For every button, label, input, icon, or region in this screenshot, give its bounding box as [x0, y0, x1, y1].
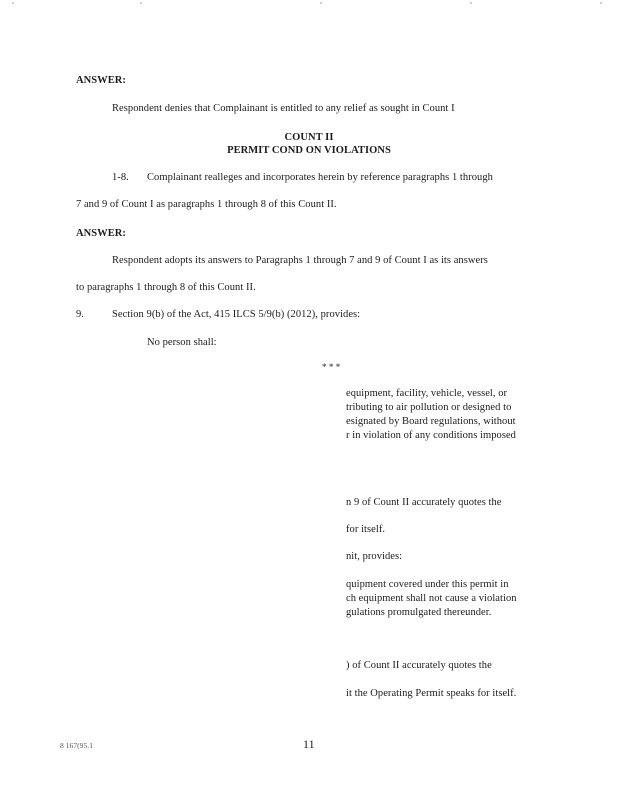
permit-fragment-4: gulations promulgated thereunder.: [346, 607, 492, 618]
answer-fragment-3: ) of Count II accurately quotes the: [346, 660, 492, 671]
answer-heading-1: ANSWER:: [76, 75, 126, 86]
answer-text-1: Respondent denies that Complainant is entitled to any relief as sought in Count I: [112, 103, 455, 114]
paragraph-1-8-line1: Complainant realleges and incorporates herein by reference paragraphs 1 through: [147, 172, 493, 183]
answer-fragment-2: for itself.: [346, 524, 386, 535]
quote-fragment-line3: esignated by Board regulations, without: [346, 416, 516, 427]
permit-fragment-1: nit, provides:: [346, 551, 403, 562]
count-heading: COUNT II: [284, 132, 334, 143]
footer-document-id: 8 167(95.1: [60, 741, 93, 750]
answer-text-2-line1: Respondent adopts its answers to Paragraphs 1 through 7 and 9 of Count I as its answers: [112, 255, 488, 266]
count-subheading: PERMIT COND ON VIOLATIONS: [227, 145, 391, 156]
answer-text-2-line2: to paragraphs 1 through 8 of this Count II.: [76, 282, 256, 293]
paragraph-1-8-line2: 7 and 9 of Count I as paragraphs 1 through 8 of this Count II.: [76, 199, 337, 210]
quote-fragment-line2: tributing to air pollution or designed to: [346, 402, 512, 413]
answer-heading-2: ANSWER:: [76, 228, 126, 239]
quote-intro: No person shall:: [147, 337, 217, 348]
quote-ellipsis: * * *: [322, 362, 341, 372]
permit-fragment-3: ch equipment shall not cause a violation: [346, 593, 517, 604]
quote-fragment-line1: equipment, facility, vehicle, vessel, or: [346, 388, 508, 399]
page-number: 11: [303, 737, 315, 751]
paragraph-9-text: Section 9(b) of the Act, 415 ILCS 5/9(b) (2012), provides:: [112, 309, 361, 320]
top-scan-marks: [0, 0, 618, 6]
quote-fragment-line4: r in violation of any conditions imposed: [346, 430, 516, 441]
paragraph-9-number: 9.: [76, 309, 84, 320]
paragraph-1-8-number: 1-8.: [112, 172, 129, 183]
permit-fragment-2: quipment covered under this permit in: [346, 579, 509, 590]
answer-fragment-4: it the Operating Permit speaks for itself.: [346, 688, 517, 699]
answer-fragment-1: n 9 of Count II accurately quotes the: [346, 497, 502, 508]
